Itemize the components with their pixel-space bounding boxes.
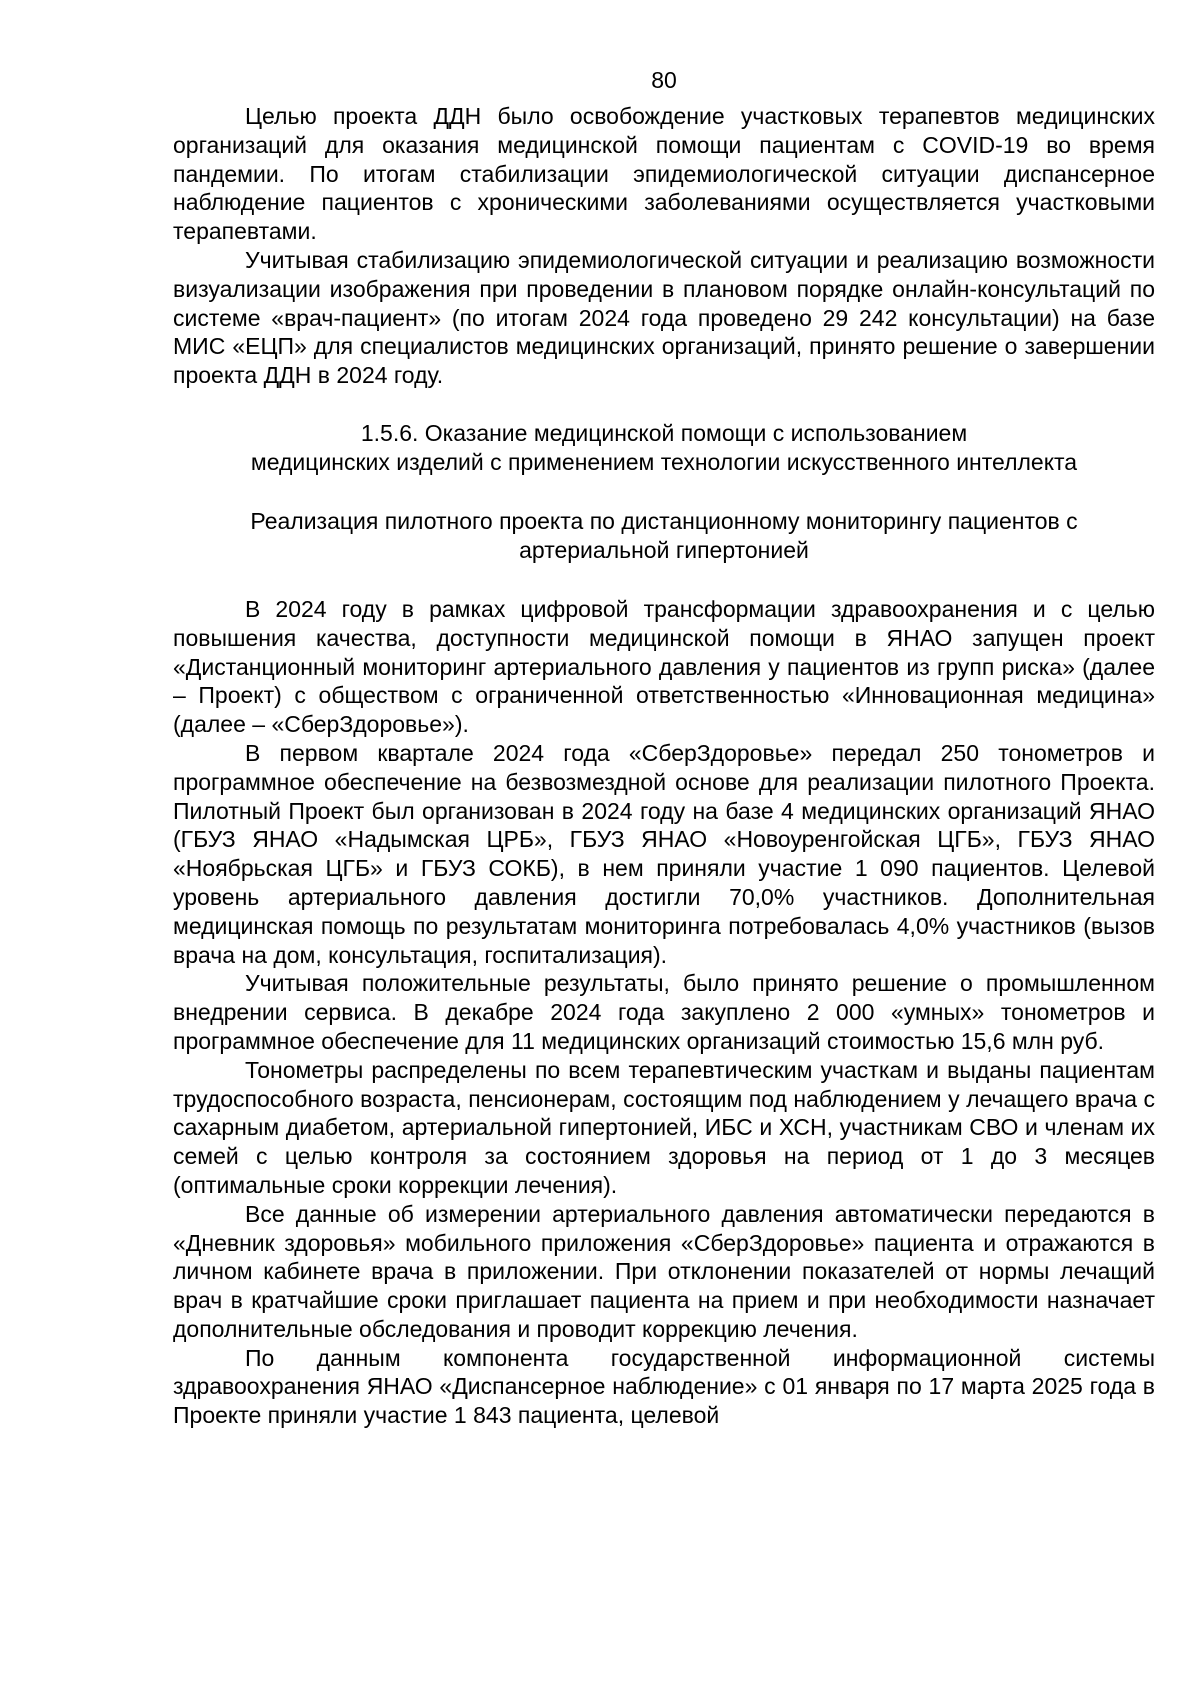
paragraph-ddn-completion: Учитывая стабилизацию эпидемиологической ситуации и реализацию возможности визуализации изображения при проведении в плановом порядке онлайн-консультаций по системе «врач-пациент» (по итогам 2024 года проведено 29 242 консультации) на базе МИС «ЕЦП» для специалистов медицинских организаций, принято решение о завершении проекта ДДН в 2024 году. <box>173 246 1155 389</box>
paragraph-pilot-results: В первом квартале 2024 года «СберЗдоровье» передал 250 тонометров и программное обеспечение на безвозмездной основе для реализации пилотного Проекта. Пилотный Проект был организован в 2024 году на базе 4 медицинских организаций ЯНАО (ГБУЗ ЯНАО «Надымская ЦРБ», ГБУЗ ЯНАО «Новоуренгойская ЦГБ», ГБУЗ ЯНАО «Ноябрьская ЦГБ» и ГБУЗ СОКБ), в нем приняли участие 1 090 пациентов. Целевой уровень артериального давления достигли 70,0% участников. Дополнительная медицинская помощь по результатам мониторинга потребовалась 4,0% участников (вызов врача на дом, консультация, госпитализация). <box>173 739 1155 968</box>
paragraph-industrial-rollout: Учитывая положительные результаты, было принято решение о промышленном внедрении сервиса. В декабре 2024 года закуплено 2 000 «умных» тонометров и программное обеспечение для 11 медицинских организаций стоимостью 15,6 млн руб. <box>173 970 1155 1054</box>
paragraph-data-transfer: Все данные об измерении артериального давления автоматически передаются в «Дневник здоровья» мобильного приложения «СберЗдоровье» пациента и отражаются в личном кабинете врача в приложении. При отклонении показателей от нормы лечащий врач в кратчайшие сроки приглашает пациента на прием и при необходимости назначает дополнительные обследования и проводит коррекцию лечения. <box>173 1200 1155 1342</box>
sub-heading-line-1: Реализация пилотного проекта по дистанционному мониторингу пациентов с <box>250 507 1078 534</box>
sub-heading-line-2: артериальной гипертонией <box>519 536 809 563</box>
paragraph-tonometer-distribution: Тонометры распределены по всем терапевтическим участкам и выданы пациентам трудоспособного возраста, пенсионерам, состоящим под наблюдением у лечащего врача с сахарным диабетом, артериальной гипертонией, ИБС и ХСН, участникам СВО и членам их семей с целью контроля за состоянием здоровья на период от 1 до 3 месяцев (оптимальные сроки коррекции лечения). <box>173 1056 1155 1198</box>
section-heading <box>173 419 1155 477</box>
section-heading-line-1: 1.5.6. Оказание медицинской помощи с использованием <box>360 419 968 446</box>
page-number: 80 <box>651 67 677 93</box>
paragraph-ddn-goal: Целью проекта ДДН было освобождение участковых терапевтов медицинских организаций для оказания медицинской помощи пациентам с COVID-19 во время пандемии. По итогам стабилизации эпидемиологической ситуации диспансерное наблюдение пациентов с хроническими заболеваниями осуществляется участковыми терапевтами. <box>173 103 1155 245</box>
paragraph-project-launch: В 2024 году в рамках цифровой трансформации здравоохранения и с целью повышения качества, доступности медицинской помощи в ЯНАО запущен проект «Дистанционный мониторинг артериального давления у пациентов из групп риска» (далее – Проект) с обществом с ограниченной ответственностью «Инновационная медицина» (далее – «СберЗдоровье»). <box>173 595 1155 738</box>
paragraph-monitoring-statistics: По данным компонента государственной информационной системы здравоохранения ЯНАО «Диспансерное наблюдение» с 01 января по 17 марта 2025 года в Проекте приняли участие 1 843 пациента, целевой <box>173 1344 1155 1429</box>
document-page <box>173 66 1155 1430</box>
sub-heading <box>173 507 1155 565</box>
section-heading-line-2: медицинских изделий с применением технологии искусственного интеллекта <box>250 448 1078 475</box>
